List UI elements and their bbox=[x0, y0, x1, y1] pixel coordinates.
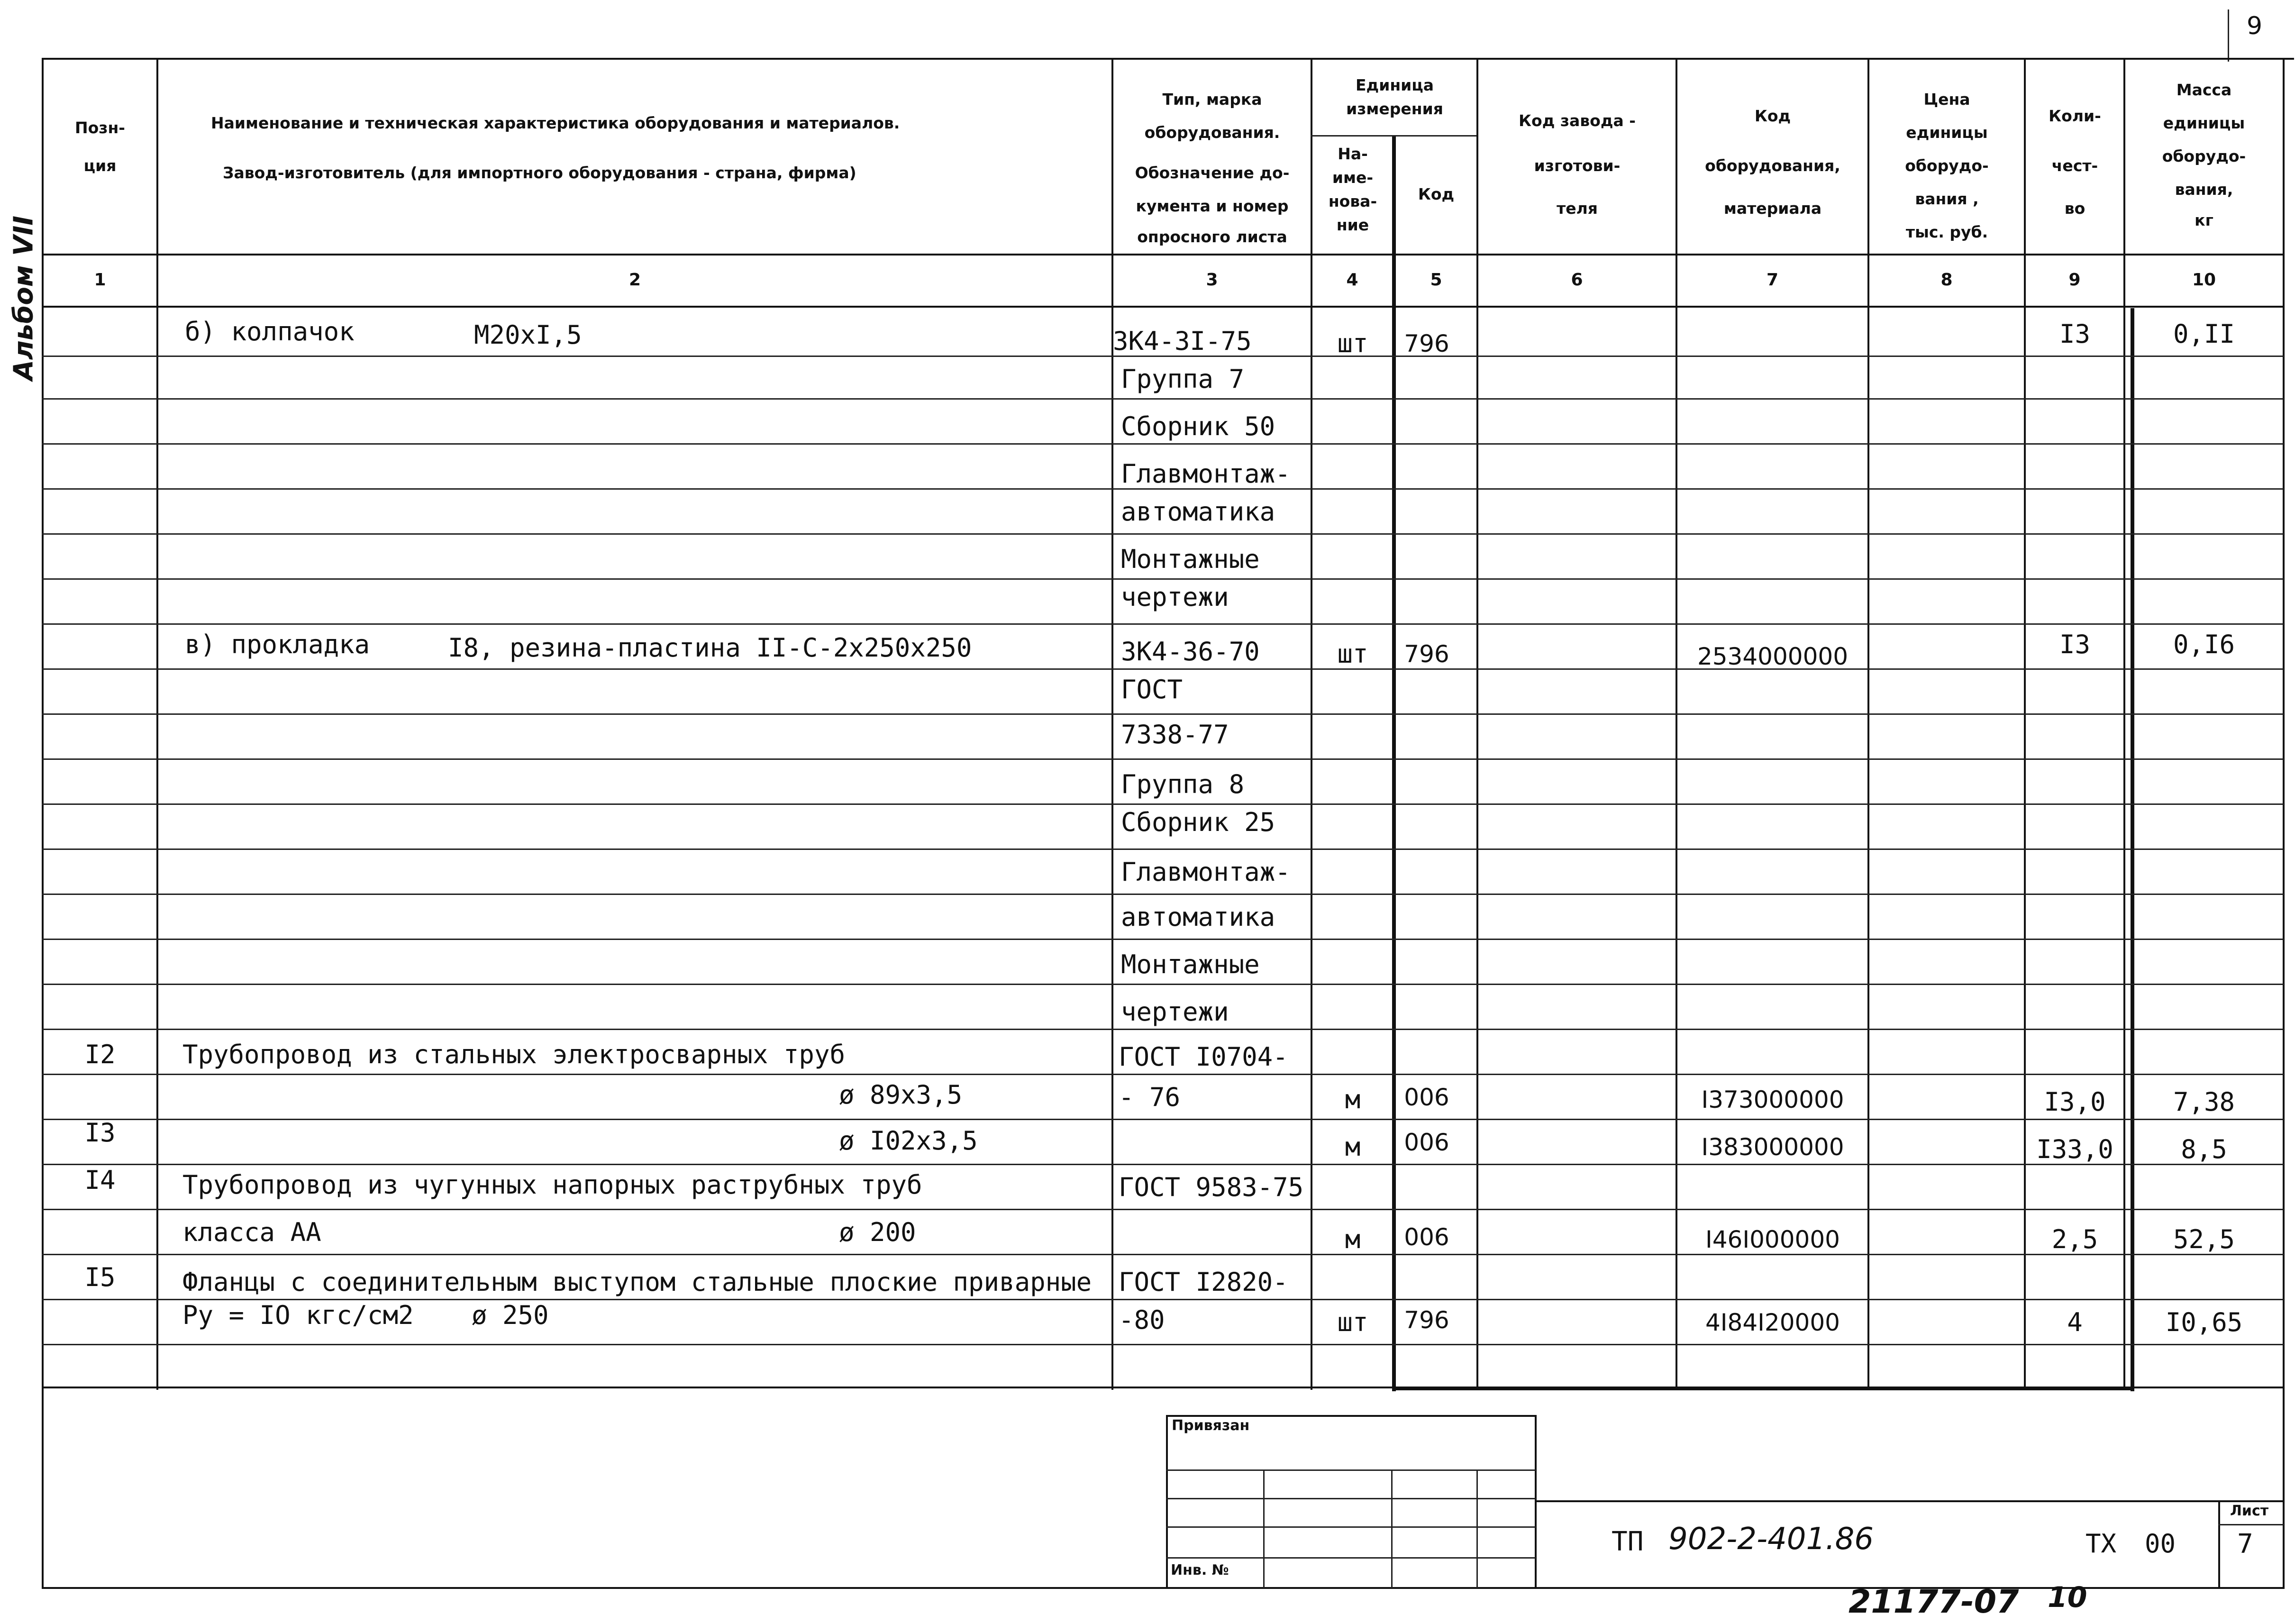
header-c10-0: Масса bbox=[2176, 81, 2232, 99]
row-doc: Сборник 50 bbox=[1121, 411, 1275, 441]
header-c10-2: оборудо- bbox=[2162, 147, 2246, 165]
row-name2: M20xI,5 bbox=[474, 320, 582, 350]
stamp-section: ТХ bbox=[2086, 1529, 2117, 1559]
header-c8-3: вания , bbox=[1915, 190, 1979, 208]
row-pos: I2 bbox=[84, 1040, 116, 1069]
row-doc: автоматика bbox=[1121, 902, 1275, 932]
stamp-section2: 00 bbox=[2145, 1529, 2176, 1559]
row-doc: 3К4-36-70 bbox=[1121, 637, 1260, 666]
header-c10-1: единицы bbox=[2163, 114, 2245, 132]
row-code: 006 bbox=[1404, 1129, 1449, 1156]
row-qty: I3 bbox=[2059, 630, 2091, 659]
header-c3-4: опросного листа bbox=[1137, 228, 1287, 246]
row-name2: I8, резина-пластина II-C-2x250x250 bbox=[448, 633, 972, 663]
header-c7-0: Код bbox=[1754, 107, 1791, 125]
row-name: Трубопровод из стальных электросварных труб bbox=[182, 1040, 845, 1069]
header-c6-1: изготови- bbox=[1534, 156, 1621, 175]
row-code: 796 bbox=[1404, 1306, 1449, 1334]
header-c5: Код bbox=[1418, 185, 1455, 203]
header-c3-1: оборудования. bbox=[1144, 123, 1280, 142]
row-mass: 0,I6 bbox=[2173, 630, 2235, 659]
row-doc: ГОСТ I0704- bbox=[1119, 1042, 1288, 1072]
row-doc: -80 bbox=[1119, 1305, 1165, 1335]
row-qty: 2,5 bbox=[2051, 1224, 2098, 1254]
stamp-sheet: 7 bbox=[2237, 1529, 2253, 1560]
row-pos: I4 bbox=[84, 1165, 116, 1195]
row-unit: м bbox=[1345, 1085, 1361, 1114]
stamp-doc-prefix: ТП bbox=[1612, 1526, 1644, 1557]
header-c10-4: кг bbox=[2195, 211, 2213, 229]
col-number: 2 bbox=[628, 270, 641, 290]
row-name: Фланцы с соединительным выступом стальные плоские приварные bbox=[182, 1267, 1092, 1297]
header-c1-bottom: ция bbox=[83, 156, 117, 175]
header-c4-0: На- bbox=[1338, 145, 1368, 163]
header-c9-2: во bbox=[2064, 199, 2086, 218]
row-qty: I33,0 bbox=[2036, 1134, 2113, 1164]
row-doc: ГОСТ I2820- bbox=[1119, 1267, 1288, 1297]
row-doc: Главмонтаж- bbox=[1121, 857, 1291, 887]
page-number: 9 bbox=[2247, 12, 2263, 40]
header-c7-1: оборудования, bbox=[1705, 156, 1840, 175]
row-doc: автоматика bbox=[1121, 497, 1275, 527]
col-number: 3 bbox=[1206, 270, 1218, 290]
row-code: 006 bbox=[1404, 1223, 1449, 1251]
row-unit: шт bbox=[1337, 1307, 1368, 1337]
header-c6-2: теля bbox=[1557, 199, 1598, 218]
row-mat: I373000000 bbox=[1701, 1086, 1844, 1113]
row-code: 006 bbox=[1404, 1084, 1449, 1111]
row-pos: I3 bbox=[84, 1118, 116, 1148]
row-name: класса АА bbox=[182, 1217, 321, 1247]
row-pos: I5 bbox=[84, 1262, 116, 1292]
row-name2: ø 89x3,5 bbox=[839, 1080, 963, 1110]
row-name2: ø 250 bbox=[472, 1300, 549, 1330]
header-c8-0: Цена bbox=[1923, 90, 1970, 109]
header-c7-2: материала bbox=[1723, 199, 1822, 218]
row-mass: I0,65 bbox=[2165, 1307, 2243, 1337]
header-c45-0: Единица bbox=[1356, 76, 1434, 94]
header-c4-3: ние bbox=[1336, 216, 1369, 234]
header-c8-4: тыс. руб. bbox=[1905, 223, 1988, 241]
row-mass: 52,5 bbox=[2173, 1224, 2235, 1254]
row-mat: 4I84I20000 bbox=[1705, 1309, 1840, 1336]
row-doc: Группа 7 bbox=[1121, 364, 1245, 394]
col-number: 8 bbox=[1940, 270, 1953, 290]
row-qty: I3 bbox=[2059, 319, 2091, 349]
row-code: 796 bbox=[1404, 640, 1449, 668]
row-mat: I46I000000 bbox=[1705, 1226, 1840, 1253]
row-name: Трубопровод из чугунных напорных раструбных труб bbox=[182, 1170, 922, 1200]
stamp-sheet-label: Лист bbox=[2230, 1503, 2269, 1519]
row-unit: шт bbox=[1337, 639, 1368, 669]
row-doc: ГОСТ bbox=[1121, 675, 1183, 704]
row-doc: ГОСТ 9583-75 bbox=[1119, 1172, 1304, 1202]
row-doc: чертежи bbox=[1121, 997, 1229, 1027]
row-name: б) колпачок bbox=[185, 317, 355, 347]
row-qty: 4 bbox=[2067, 1307, 2083, 1337]
row-name: в) прокладка bbox=[185, 630, 370, 659]
stamp-inv: Инв. № bbox=[1171, 1562, 1229, 1578]
row-code: 796 bbox=[1404, 330, 1449, 357]
col-number: 7 bbox=[1766, 270, 1779, 290]
header-c9-0: Коли- bbox=[2049, 107, 2101, 125]
row-unit: м bbox=[1345, 1132, 1361, 1162]
header-c3-3: кумента и номер bbox=[1136, 197, 1289, 215]
header-c1-top: Позн- bbox=[75, 119, 125, 137]
col-number: 10 bbox=[2192, 270, 2216, 290]
stamp-doc-code: 902-2-401.86 bbox=[1668, 1522, 1874, 1557]
row-mat: I383000000 bbox=[1701, 1133, 1844, 1161]
row-doc: Группа 8 bbox=[1121, 769, 1245, 799]
col-number: 6 bbox=[1571, 270, 1583, 290]
header-c4-2: нова- bbox=[1328, 192, 1377, 210]
header-c9-1: чест- bbox=[2051, 156, 2098, 175]
side-label: Альбом VII bbox=[8, 215, 39, 381]
row-doc: 3К4-3I-75 bbox=[1113, 326, 1252, 356]
col-number: 4 bbox=[1346, 270, 1358, 290]
row-mass: 7,38 bbox=[2173, 1087, 2235, 1117]
header-c3-2: Обозначение до- bbox=[1135, 164, 1290, 182]
row-mass: 8,5 bbox=[2181, 1134, 2227, 1164]
header-c2-line1: Наименование и техническая характеристика оборудования и материалов. bbox=[211, 114, 900, 132]
footer-code: 21177-07 bbox=[1849, 1583, 2019, 1621]
stamp-privyazan: Привязан bbox=[1172, 1417, 1250, 1434]
col-number: 5 bbox=[1430, 270, 1442, 290]
header-c2-line2: Завод-изготовитель (для импортного оборудования - страна, фирма) bbox=[223, 164, 856, 182]
row-doc: Монтажные bbox=[1121, 949, 1260, 979]
col-number: 1 bbox=[94, 270, 106, 290]
header-c3-0: Тип, марка bbox=[1162, 90, 1262, 109]
row-name2: ø 200 bbox=[839, 1217, 916, 1247]
row-unit: шт bbox=[1337, 328, 1368, 358]
footer-num: 10 bbox=[2048, 1581, 2087, 1614]
header-c8-1: единицы bbox=[1906, 123, 1988, 142]
row-doc: Главмонтаж- bbox=[1121, 459, 1291, 489]
header-c8-2: оборудо- bbox=[1905, 156, 1989, 175]
row-name: Ру = IO кгс/см2 bbox=[182, 1300, 414, 1330]
header-c10-3: вания, bbox=[2175, 180, 2233, 199]
row-doc: Сборник 25 bbox=[1121, 807, 1275, 837]
row-doc: 7338-77 bbox=[1121, 720, 1229, 749]
header-c6-0: Код завода - bbox=[1519, 111, 1636, 130]
header-c45-1: измерения bbox=[1346, 100, 1443, 118]
row-mass: 0,II bbox=[2173, 319, 2235, 349]
row-mat: 2534000000 bbox=[1697, 643, 1849, 670]
col-number: 9 bbox=[2068, 270, 2081, 290]
row-doc: чертежи bbox=[1121, 582, 1229, 612]
header-c4-1: име- bbox=[1332, 168, 1374, 187]
row-doc: Монтажные bbox=[1121, 544, 1260, 574]
row-name2: ø I02x3,5 bbox=[839, 1126, 978, 1156]
row-unit: м bbox=[1345, 1224, 1361, 1254]
row-doc: - 76 bbox=[1119, 1082, 1181, 1112]
row-qty: I3,0 bbox=[2044, 1087, 2106, 1117]
